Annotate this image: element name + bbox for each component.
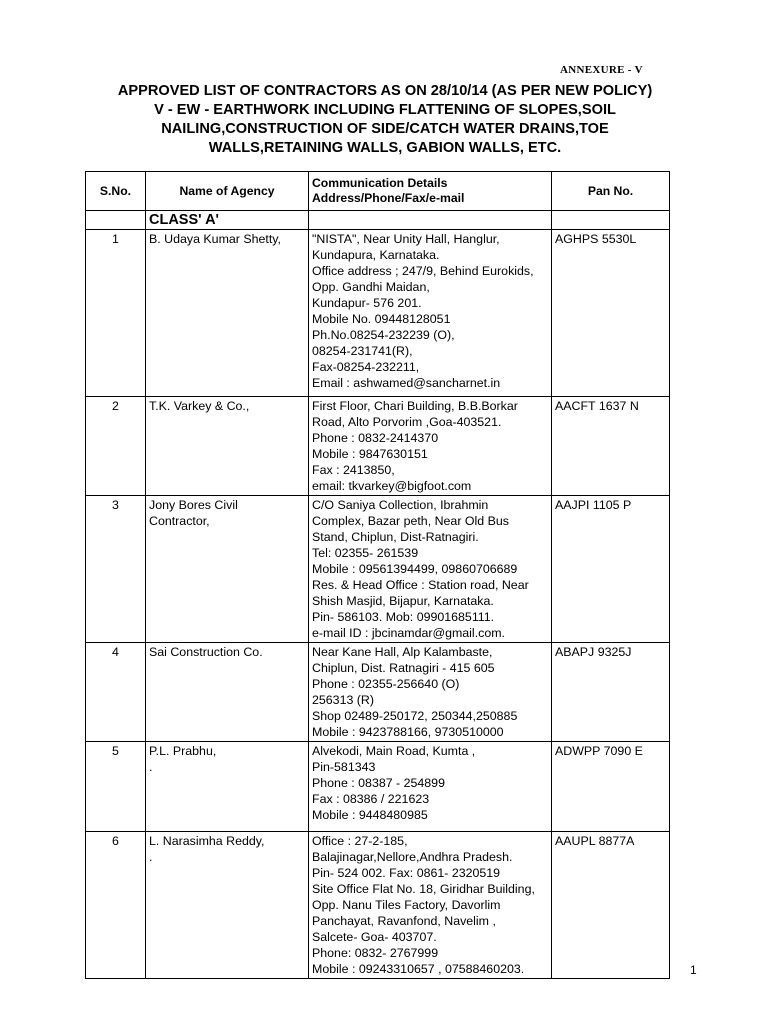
detail-line: Tel: 02355- 261539 [312, 546, 419, 560]
detail-line: Office address ; 247/9, Behind Eurokids, [312, 264, 534, 278]
detail-line: Mobile No. 09448128051 [312, 312, 451, 326]
detail-line: Site Office Flat No. 18, Giridhar Building, [312, 882, 535, 896]
row-agency [146, 230, 309, 397]
agency-line: T.K. Varkey & Co., [149, 399, 250, 413]
agency-line: Contractor, [149, 514, 210, 528]
title-line: NAILING,CONSTRUCTION OF SIDE/CATCH WATER DRAINS,TOE [161, 121, 609, 137]
class-label: CLASS' A' [146, 211, 309, 230]
detail-line: Phone : 0832-2414370 [312, 431, 439, 445]
class-row [86, 211, 670, 230]
row-pan: AAJPI 1105 P [552, 496, 670, 643]
row-agency [146, 742, 309, 832]
detail-line: Complex, Bazar peth, Near Old Bus [312, 514, 509, 528]
table-row [86, 742, 670, 832]
agency-line: B. Udaya Kumar Shetty, [149, 232, 281, 246]
title-line: WALLS,RETAINING WALLS, GABION WALLS, ETC. [208, 140, 562, 156]
detail-line: email: tkvarkey@bigfoot.com [312, 479, 472, 493]
row-communication-details [309, 496, 552, 643]
title-line: V - EW - EARTHWORK INCLUDING FLATTENING OF SLOPES,SOIL [154, 102, 616, 118]
agency-line: . [149, 850, 153, 864]
row-communication-details [309, 643, 552, 742]
detail-line: Opp. Nanu Tiles Factory, Davorlim [312, 898, 501, 912]
row-pan: AACFT 1637 N [552, 397, 670, 496]
detail-line: Fax-08254-232211, [312, 360, 420, 374]
header-pan: Pan No. [552, 172, 670, 211]
detail-line: Pin- 586103. Mob: 09901685111. [312, 610, 495, 624]
detail-line: Opp. Gandhi Maidan, [312, 280, 430, 294]
table-row [86, 643, 670, 742]
class-row-empty [86, 211, 146, 230]
agency-line: . [149, 760, 153, 774]
annexure-label: ANNEXURE - V [560, 64, 643, 76]
detail-line: Mobile : 9847630151 [312, 447, 428, 461]
detail-line: Phone: 0832- 2767999 [312, 946, 439, 960]
row-communication-details [309, 230, 552, 397]
detail-line: Phone : 08387 - 254899 [312, 776, 445, 790]
row-sno: 2 [86, 397, 146, 496]
table-row [86, 832, 670, 979]
detail-line: Ph.No.08254-232239 (O), [312, 328, 455, 342]
row-agency [146, 832, 309, 979]
row-agency [146, 643, 309, 742]
detail-line: 256313 (R) [312, 693, 374, 707]
table-row [86, 230, 670, 397]
detail-line: Shish Masjid, Bijapur, Karnataka. [312, 594, 494, 608]
detail-line: Mobile : 9423788166, 9730510000 [312, 725, 504, 739]
detail-line: Fax : 2413850, [312, 463, 395, 477]
detail-line: Fax : 08386 / 221623 [312, 792, 430, 806]
row-communication-details [309, 832, 552, 979]
detail-line: Kundapur- 576 201. [312, 296, 422, 310]
row-agency [146, 496, 309, 643]
header-comm-line: Communication Details [312, 176, 448, 190]
detail-line: 08254-231741(R), [312, 344, 413, 358]
detail-line: "NISTA", Near Unity Hall, Hanglur, [312, 232, 500, 246]
detail-line: Res. & Head Office : Station road, Near [312, 578, 529, 592]
detail-line: Stand, Chiplun, Dist-Ratnagiri. [312, 530, 479, 544]
detail-line: Shop 02489-250172, 250344,250885 [312, 709, 518, 723]
detail-line: Near Kane Hall, Alp Kalambaste, [312, 645, 493, 659]
detail-line: Salcete- Goa- 403707. [312, 930, 437, 944]
agency-line: Sai Construction Co. [149, 645, 263, 659]
contractors-table [85, 171, 670, 979]
header-sno: S.No. [86, 172, 146, 211]
agency-line: L. Narasimha Reddy, [149, 834, 265, 848]
row-communication-details [309, 742, 552, 832]
detail-line: Kundapura, Karnataka. [312, 248, 440, 262]
detail-line: Pin-581343 [312, 760, 376, 774]
table-row [86, 397, 670, 496]
detail-line: Pin- 524 002. Fax: 0861- 2320519 [312, 866, 501, 880]
row-sno: 5 [86, 742, 146, 832]
detail-line: C/O Saniya Collection, Ibrahmin [312, 498, 489, 512]
detail-line: e-mail ID : jbcinamdar@gmail.com. [312, 626, 505, 640]
row-pan: AAUPL 8877A [552, 832, 670, 979]
detail-line: Email : ashwamed@sancharnet.in [312, 376, 501, 390]
row-pan: AGHPS 5530L [552, 230, 670, 397]
detail-line: Mobile : 9448480985 [312, 808, 428, 822]
row-sno: 4 [86, 643, 146, 742]
detail-line: Phone : 02355-256640 (O) [312, 677, 460, 691]
row-sno: 6 [86, 832, 146, 979]
row-agency [146, 397, 309, 496]
detail-line: Mobile : 09561394499, 09860706689 [312, 562, 518, 576]
header-comm-line: Address/Phone/Fax/e-mail [312, 191, 465, 205]
row-pan: ABAPJ 9325J [552, 643, 670, 742]
class-row-empty [552, 211, 670, 230]
row-sno: 1 [86, 230, 146, 397]
table-row [86, 496, 670, 643]
row-communication-details [309, 397, 552, 496]
header-agency: Name of Agency [146, 172, 309, 211]
document-title [60, 82, 710, 158]
agency-line: P.L. Prabhu, [149, 744, 217, 758]
table-header-row [86, 172, 670, 211]
detail-line: Chiplun, Dist. Ratnagiri - 415 605 [312, 661, 495, 675]
detail-line: Alvekodi, Main Road, Kumta , [312, 744, 476, 758]
header-communication [309, 172, 552, 211]
detail-line: Road, Alto Porvorim ,Goa-403521. [312, 415, 502, 429]
detail-line: Mobile : 09243310657 , 07588460203. [312, 962, 525, 976]
detail-line: Balajinagar,Nellore,Andhra Pradesh. [312, 850, 513, 864]
class-row-empty [309, 211, 552, 230]
detail-line: Panchayat, Ravanfond, Navelim , [312, 914, 496, 928]
agency-line: Jony Bores Civil [149, 498, 238, 512]
page-number: 1 [690, 963, 697, 977]
row-sno: 3 [86, 496, 146, 643]
detail-line: Office : 27-2-185, [312, 834, 408, 848]
row-pan: ADWPP 7090 E [552, 742, 670, 832]
title-line: APPROVED LIST OF CONTRACTORS AS ON 28/10/14 (AS PER NEW POLICY) [117, 83, 653, 99]
detail-line: First Floor, Chari Building, B.B.Borkar [312, 399, 518, 413]
